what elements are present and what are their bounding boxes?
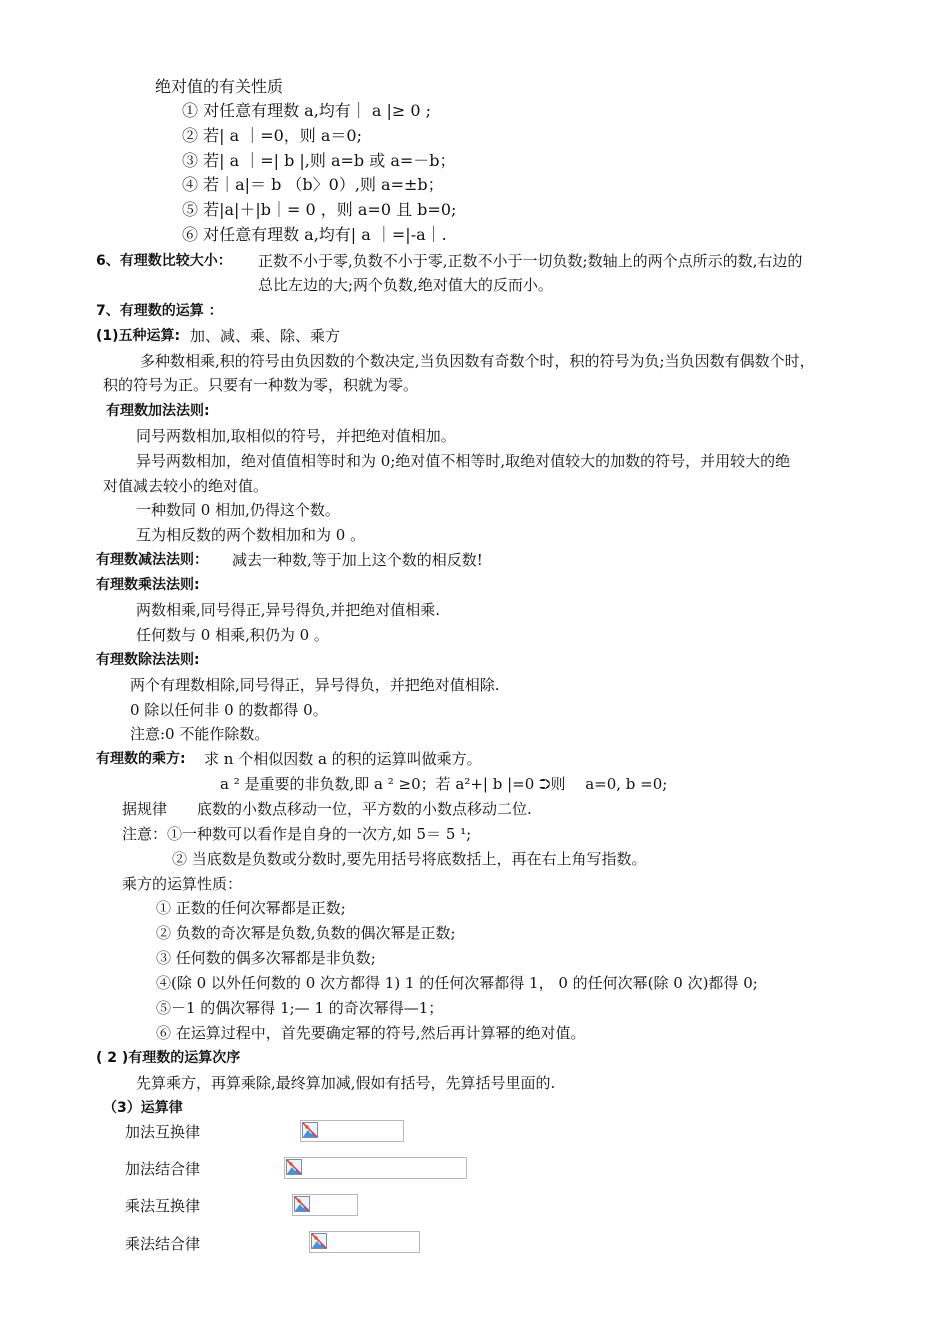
addition-rule-3: 一种数同 0 相加,仍得这个数。	[136, 501, 340, 519]
power-definition: 求 n 个相似因数 a 的积的运算叫做乘方。	[204, 750, 482, 768]
subtraction-heading: 有理数减法法则：	[96, 552, 208, 568]
broken-image-icon	[294, 1196, 310, 1212]
power-property-4: ④(除 0 以外任何数的 0 次方都得 1) 1 的任何次幂都得 1， 0 的任何次幂(除 0 次)都得 0;	[156, 974, 758, 992]
abs-property-3: ③ 若| a ｜=| b |,则 a=b 或 a=－b；	[182, 151, 456, 170]
power-heading: 有理数的乘方:	[96, 751, 186, 767]
five-operations-text: 加、减、乘、除、乘方	[190, 327, 341, 345]
power-property-1: ① 正数的任何次幂都是正数;	[156, 899, 346, 917]
multiplication-rule-2: 任何数与 0 相乘,积仍为 0 。	[136, 626, 329, 644]
multiplication-heading: 有理数乘法法则:	[96, 577, 200, 593]
operation-order-text: 先算乘方，再算乘除,最终算加减,假如有括号，先算括号里面的.	[136, 1074, 556, 1092]
power-nonnegative: a ² 是重要的非负数,即 a ² ≥0；若 a²+| b |=0 ⮊则 a=0, b =0;	[220, 775, 668, 793]
abs-property-6: ⑥ 对任意有理数 a,均有| a ｜=|-a｜.	[182, 225, 447, 244]
law-formula-image-2	[284, 1157, 467, 1179]
law-formula-image-1	[300, 1120, 404, 1142]
power-property-3: ③ 任何数的偶多次幂都是非负数;	[156, 949, 376, 967]
abs-property-1: ① 对任意有理数 a,均有｜ a |≥ 0 ;	[182, 101, 432, 120]
law-formula-image-3	[292, 1194, 358, 1216]
section6-heading: 6、有理数比较大小：	[96, 253, 232, 269]
law-addition-commutative: 加法互换律	[125, 1123, 201, 1141]
operation-order-heading: ( 2 )有理数的运算次序	[96, 1050, 241, 1066]
law-multiplication-commutative: 乘法互换律	[125, 1197, 201, 1215]
laws-heading: （3）运算律	[103, 1100, 183, 1116]
addition-rule-2b: 对值减去较小的绝对值。	[103, 477, 269, 495]
broken-image-icon	[286, 1159, 302, 1175]
section6-line1: 正数不小于零,负数不小于零,正数不小于一切负数;数轴上的两个点所示的数,右边的	[258, 252, 803, 270]
multiplication-rule-1: 两数相乘,同号得正,异号得负,并把绝对值相乘.	[136, 601, 441, 619]
product-sign-line2: 积的符号为正。只要有一种数为零，积就为零。	[103, 376, 419, 394]
power-decimal-rule: 据规律 底数的小数点移动一位，平方数的小数点移动二位.	[122, 800, 532, 818]
broken-image-icon	[302, 1122, 318, 1138]
division-rule-2: 0 除以任何非 0 的数都得 0。	[130, 701, 328, 719]
law-addition-associative: 加法结合律	[125, 1160, 201, 1178]
division-rule-1: 两个有理数相除,同号得正，异号得负，并把绝对值相除.	[130, 676, 500, 694]
power-note-2: ② 当底数是负数或分数时,要先用括号将底数括上，再在右上角写指数。	[172, 850, 647, 868]
power-property-6: ⑥ 在运算过程中，首先要确定幂的符号,然后再计算幂的绝对值。	[156, 1024, 586, 1042]
broken-image-icon	[311, 1233, 327, 1249]
law-formula-image-4	[309, 1231, 420, 1253]
power-property-5: ⑤－1 的偶次幂得 1;— 1 的奇次幂得—1；	[156, 999, 444, 1017]
division-note: 注意:0 不能作除数。	[130, 725, 270, 743]
law-multiplication-associative: 乘法结合律	[125, 1235, 201, 1253]
power-note-1: 注意：①一种数可以看作是自身的一次方,如 5＝ 5 ¹;	[122, 825, 472, 843]
addition-heading: 有理数加法法则:	[106, 403, 210, 419]
power-property-2: ② 负数的奇次幂是负数,负数的偶次幂是正数;	[156, 924, 456, 942]
five-operations-heading: (1)五种运算:	[96, 328, 181, 344]
section7-heading: 7、有理数的运算 ：	[96, 303, 223, 319]
addition-rule-1: 同号两数相加,取相似的符号，并把绝对值相加。	[136, 427, 456, 445]
section6-line2: 总比左边的大;两个负数,绝对值大的反而小。	[258, 276, 553, 294]
section5-title: 绝对值的有关性质	[155, 77, 284, 96]
abs-property-2: ② 若| a ｜=0，则 a＝0;	[182, 126, 362, 145]
product-sign-line1: 多种数相乘,积的符号由负因数的个数决定,当负因数有奇数个时，积的符号为负;当负因数有偶数个时，	[140, 352, 815, 370]
division-heading: 有理数除法法则:	[96, 652, 200, 668]
power-properties-heading: 乘方的运算性质：	[122, 875, 243, 893]
abs-property-4: ④ 若｜a|＝ b （b〉0）,则 a=±b；	[182, 175, 444, 194]
addition-rule-4: 互为相反数的两个数相加和为 0 。	[136, 526, 366, 544]
abs-property-5: ⑤ 若|a|＋|b｜= 0 ，则 a=0 且 b=0;	[182, 200, 457, 219]
subtraction-rule: 减去一种数,等于加上这个数的相反数!	[232, 551, 483, 569]
addition-rule-2a: 异号两数相加，绝对值值相等时和为 0;绝对值不相等时,取绝对值较大的加数的符号，并用较大的绝	[136, 452, 791, 470]
